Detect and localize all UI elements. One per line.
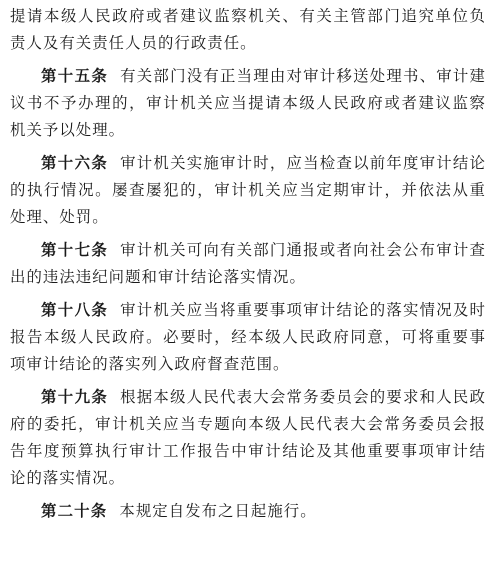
article-number: 第十九条	[41, 388, 109, 406]
article-16	[10, 150, 486, 231]
article-number: 第十八条	[41, 301, 109, 319]
article-19	[10, 384, 486, 492]
article-text: 根据本级人民代表大会常务委员会的要求和人民政府的委托，审计机关应当专题向本级人民代表大会常务委员会报告年度预算执行审计工作报告中审计结论及其他重要事项审计结论的落实情况。	[10, 388, 486, 487]
article-18	[10, 297, 486, 378]
article-text: 本规定自发布之日起施行。	[119, 502, 317, 520]
article-number: 第十七条	[41, 241, 109, 259]
article-text: 审计机关实施审计时，应当检查以前年度审计结论的执行情况。屡查屡犯的，审计机关应当定期审计，并依法从重处理、处罚。	[10, 154, 486, 226]
article-number: 第二十条	[41, 502, 108, 520]
article-text: 审计机关应当将重要事项审计结论的落实情况及时报告本级人民政府。必要时，经本级人民政府同意，可将重要事项审计结论的落实列入政府督查范围。	[10, 301, 486, 373]
article-number: 第十六条	[41, 154, 109, 172]
article-15	[10, 63, 486, 144]
paragraph-text: 提请本级人民政府或者建议监察机关、有关主管部门追究单位负责人及有关责任人员的行政责任。	[10, 7, 486, 52]
article-text: 有关部门没有正当理由对审计移送处理书、审计建议书不予办理的，审计机关应当提请本级人民政府或者建议监察机关予以处理。	[10, 67, 486, 139]
article-17	[10, 237, 486, 291]
article-text: 审计机关可向有关部门通报或者向社会公布审计查出的违法违纪问题和审计结论落实情况。	[10, 241, 486, 286]
paragraph-continuation	[10, 3, 486, 57]
article-number: 第十五条	[41, 67, 109, 85]
article-20	[10, 498, 486, 525]
